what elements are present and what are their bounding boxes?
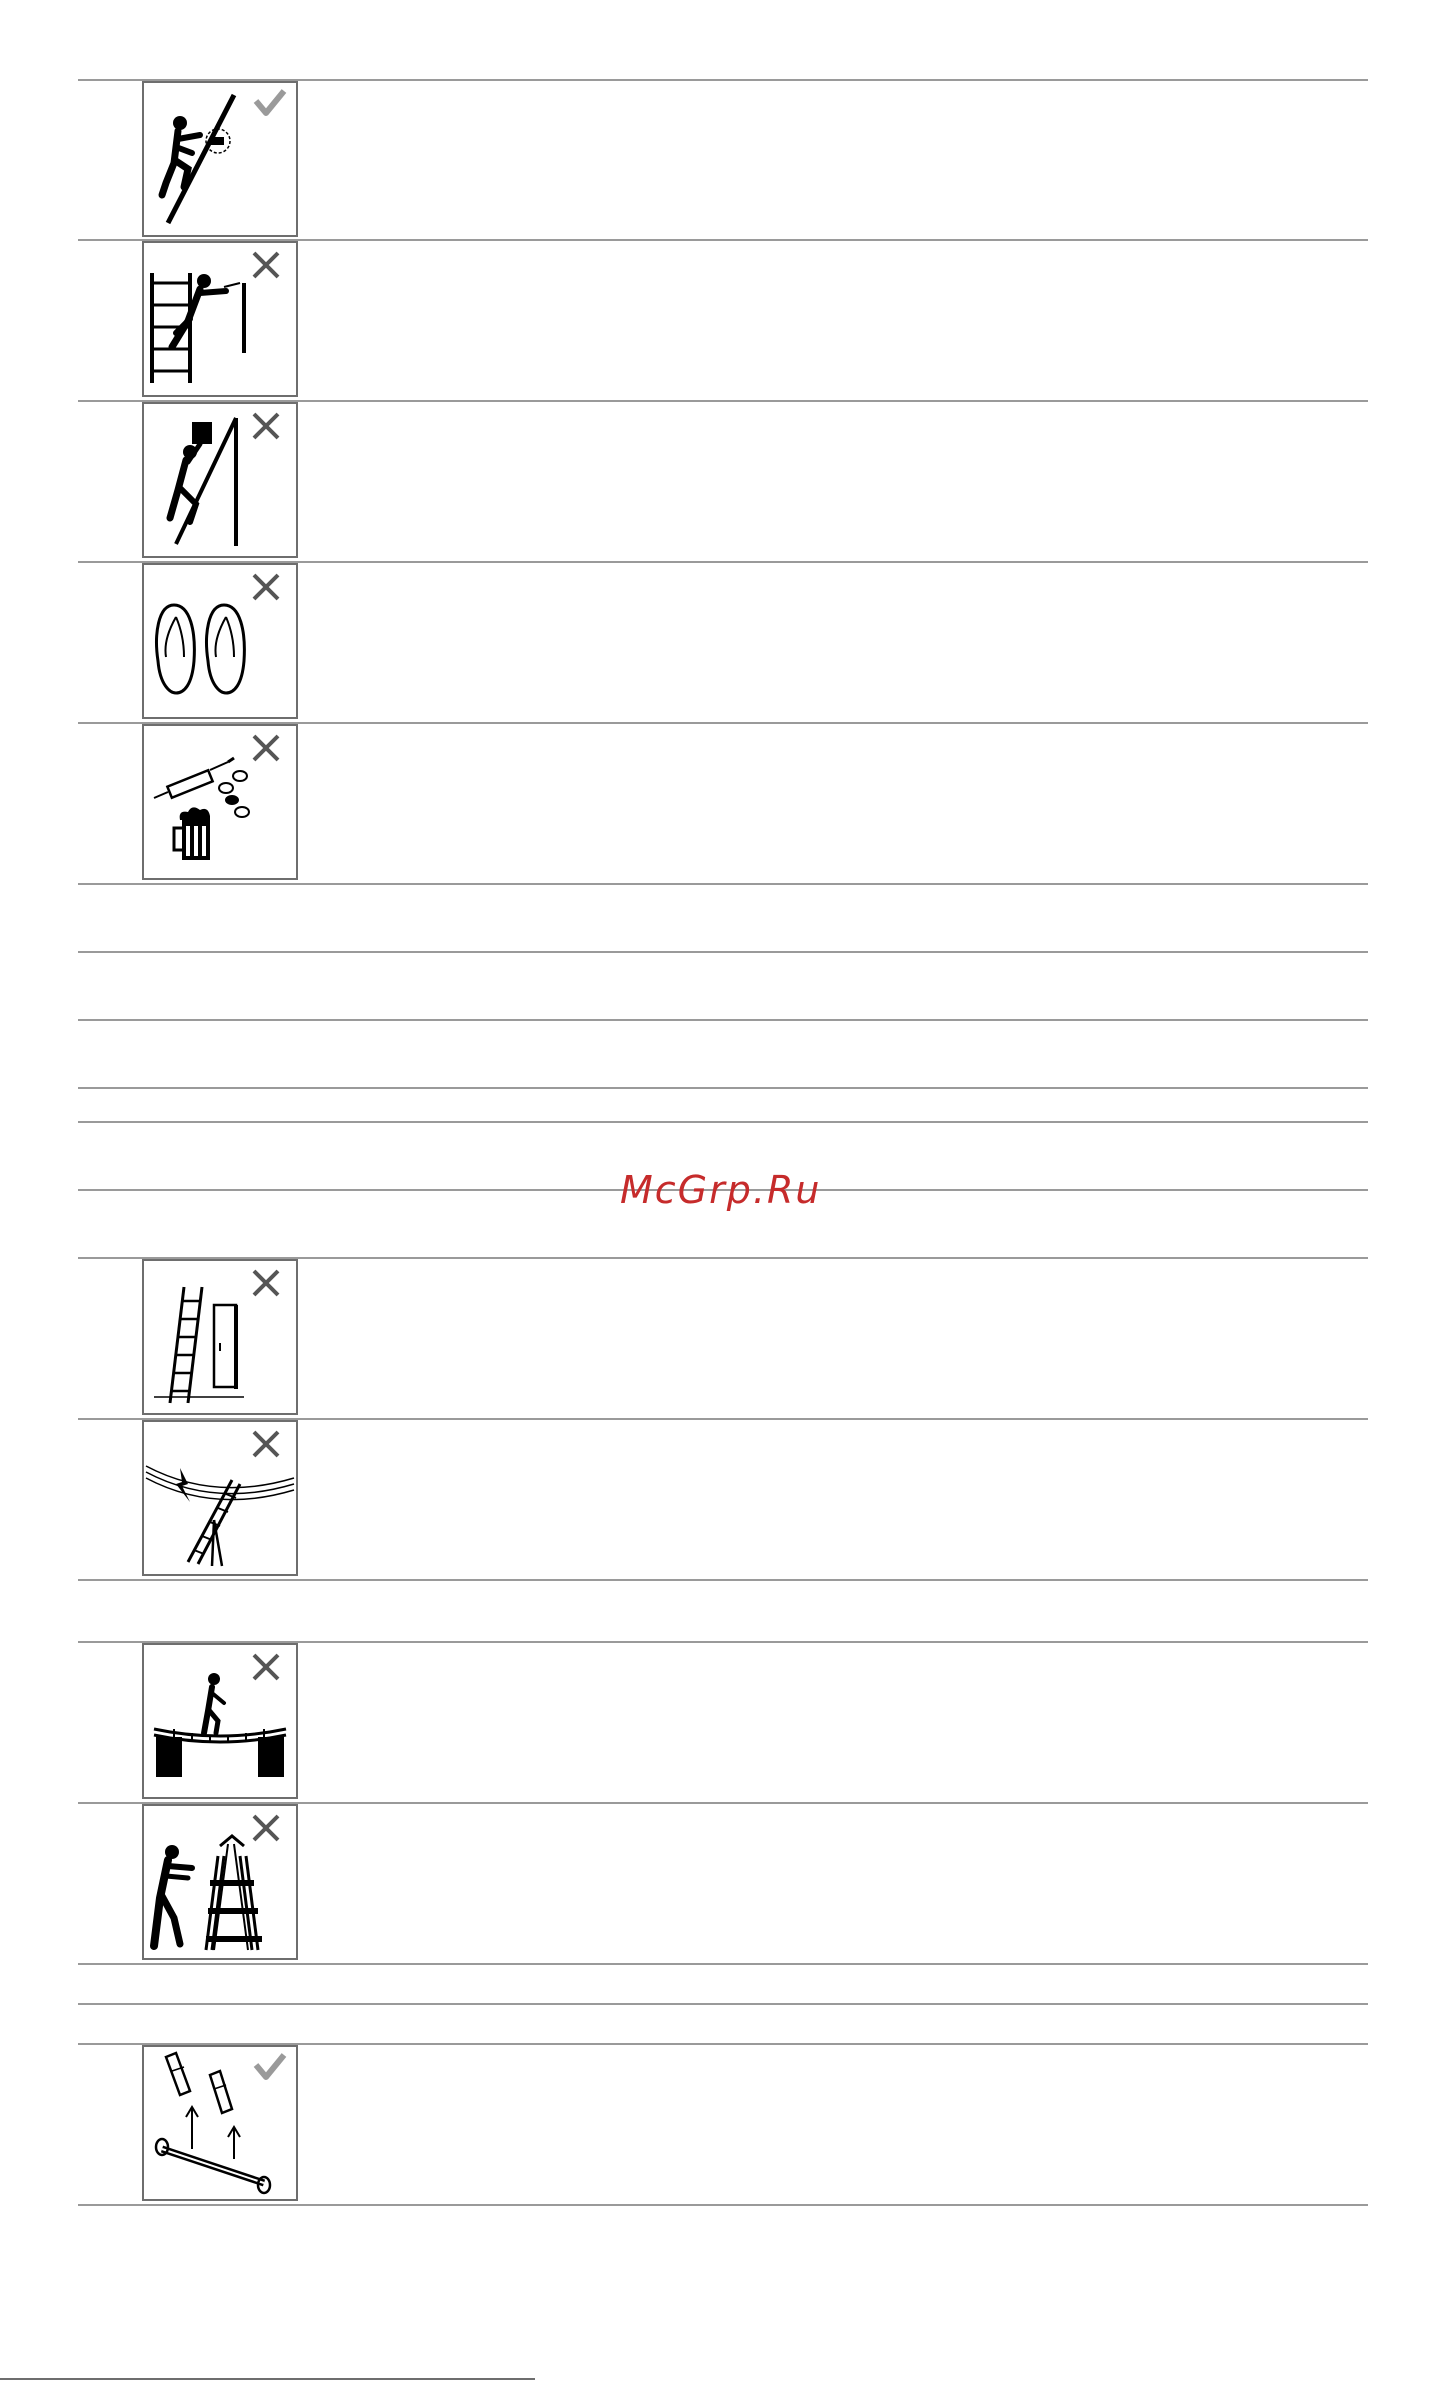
row-divider (78, 1579, 1368, 1581)
ladder-near-power-lines-icon (144, 1422, 296, 1574)
watermark: McGrp.Ru (620, 1168, 822, 1212)
safety-icon-box (142, 1420, 298, 1576)
person-climbing-ladder-holding-icon (144, 83, 296, 235)
safety-icon-box (142, 81, 298, 237)
row-divider (78, 1963, 1368, 1965)
ladder-stabilizer-bar-assembly-icon (144, 2047, 296, 2199)
flip-flops-icon (144, 565, 296, 717)
row-divider (78, 2003, 1368, 2005)
person-reaching-sideways-on-ladder-icon (144, 243, 296, 395)
alcohol-drugs-medication-icon (144, 726, 296, 878)
safety-icon-box (142, 563, 298, 719)
safety-icon-box (142, 1643, 298, 1799)
safety-icon-box (142, 241, 298, 397)
safety-icon-box (142, 1804, 298, 1960)
safety-icon-box (142, 2045, 298, 2201)
ladder-in-front-of-door-icon (144, 1261, 296, 1413)
ladder-overreaching-side-icon (144, 1806, 296, 1958)
row-divider (78, 883, 1368, 885)
safety-icon-box (142, 402, 298, 558)
row-divider (78, 2204, 1368, 2206)
row-divider (78, 951, 1368, 953)
row-divider (78, 1121, 1368, 1123)
row-divider (78, 1019, 1368, 1021)
safety-icon-box (142, 724, 298, 880)
footnote-rule (0, 2378, 535, 2380)
row-divider (78, 1087, 1368, 1089)
ladder-used-as-bridge-icon (144, 1645, 296, 1797)
safety-icon-box (142, 1259, 298, 1415)
person-carrying-load-up-ladder-icon (144, 404, 296, 556)
